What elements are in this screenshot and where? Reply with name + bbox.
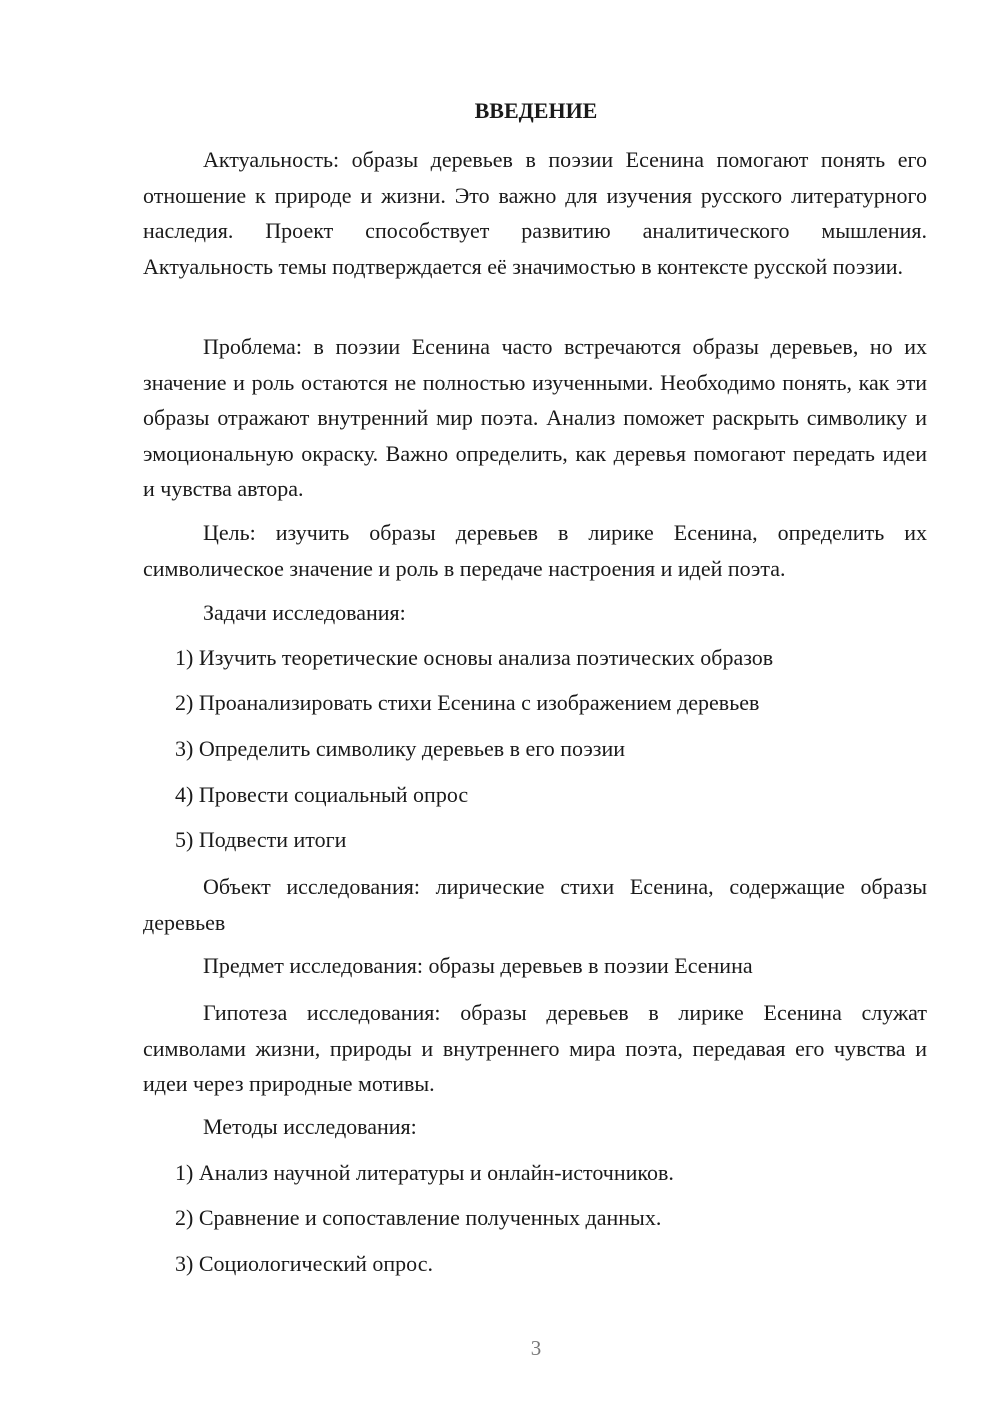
page-number: 3 bbox=[530, 1336, 542, 1360]
problem-paragraph: Проблема: в поэзии Есенина часто встречаются образы деревьев, но их значение и роль остаются не полностью изученными. Необходимо понять, как эти образы отражают внутренний мир поэта. Анализ поможет раскрыть символику и эмоциональную окраску. Важно определить, как деревья помогают передать идеи и чувства автора. bbox=[143, 334, 927, 502]
section-title: ВВЕДЕНИЕ bbox=[474, 98, 598, 123]
relevance-paragraph: Актуальность: образы деревьев в поэзии Есенина помогают понять его отношение к природе и жизни. Это важно для изучения русского литературного наследия. Проект способствует развитию аналитического мышления. Актуальность темы подтверждается её значимостью в контексте русской поэзии. bbox=[143, 147, 927, 279]
object-paragraph: Объект исследования: лирические стихи Есенина, содержащие образы деревьев bbox=[143, 874, 927, 935]
tasks-heading: Задачи исследования: bbox=[203, 600, 406, 625]
list-item: 3) Определить символику деревьев в его поэзии bbox=[175, 736, 626, 761]
goal-paragraph: Цель: изучить образы деревьев в лирике Есенина, определить их символическое значение и роль в передаче настроения и идей поэта. bbox=[143, 520, 927, 581]
list-item: 3) Социологический опрос. bbox=[175, 1251, 433, 1276]
list-item: 2) Проанализировать стихи Есенина с изображением деревьев bbox=[175, 690, 760, 715]
list-item: 2) Сравнение и сопоставление полученных данных. bbox=[175, 1205, 662, 1230]
list-item: 4) Провести социальный опрос bbox=[175, 782, 469, 807]
methods-heading: Методы исследования: bbox=[203, 1114, 417, 1139]
list-item: 5) Подвести итоги bbox=[175, 827, 347, 852]
list-item: 1) Изучить теоретические основы анализа поэтических образов bbox=[175, 645, 774, 670]
list-item: 1) Анализ научной литературы и онлайн-источников. bbox=[175, 1160, 674, 1185]
hypothesis-paragraph: Гипотеза исследования: образы деревьев в лирике Есенина служат символами жизни, природы и внутреннего мира поэта, передавая его чувства и идеи через природные мотивы. bbox=[143, 1000, 927, 1097]
subject-paragraph: Предмет исследования: образы деревьев в поэзии Есенина bbox=[203, 953, 753, 978]
